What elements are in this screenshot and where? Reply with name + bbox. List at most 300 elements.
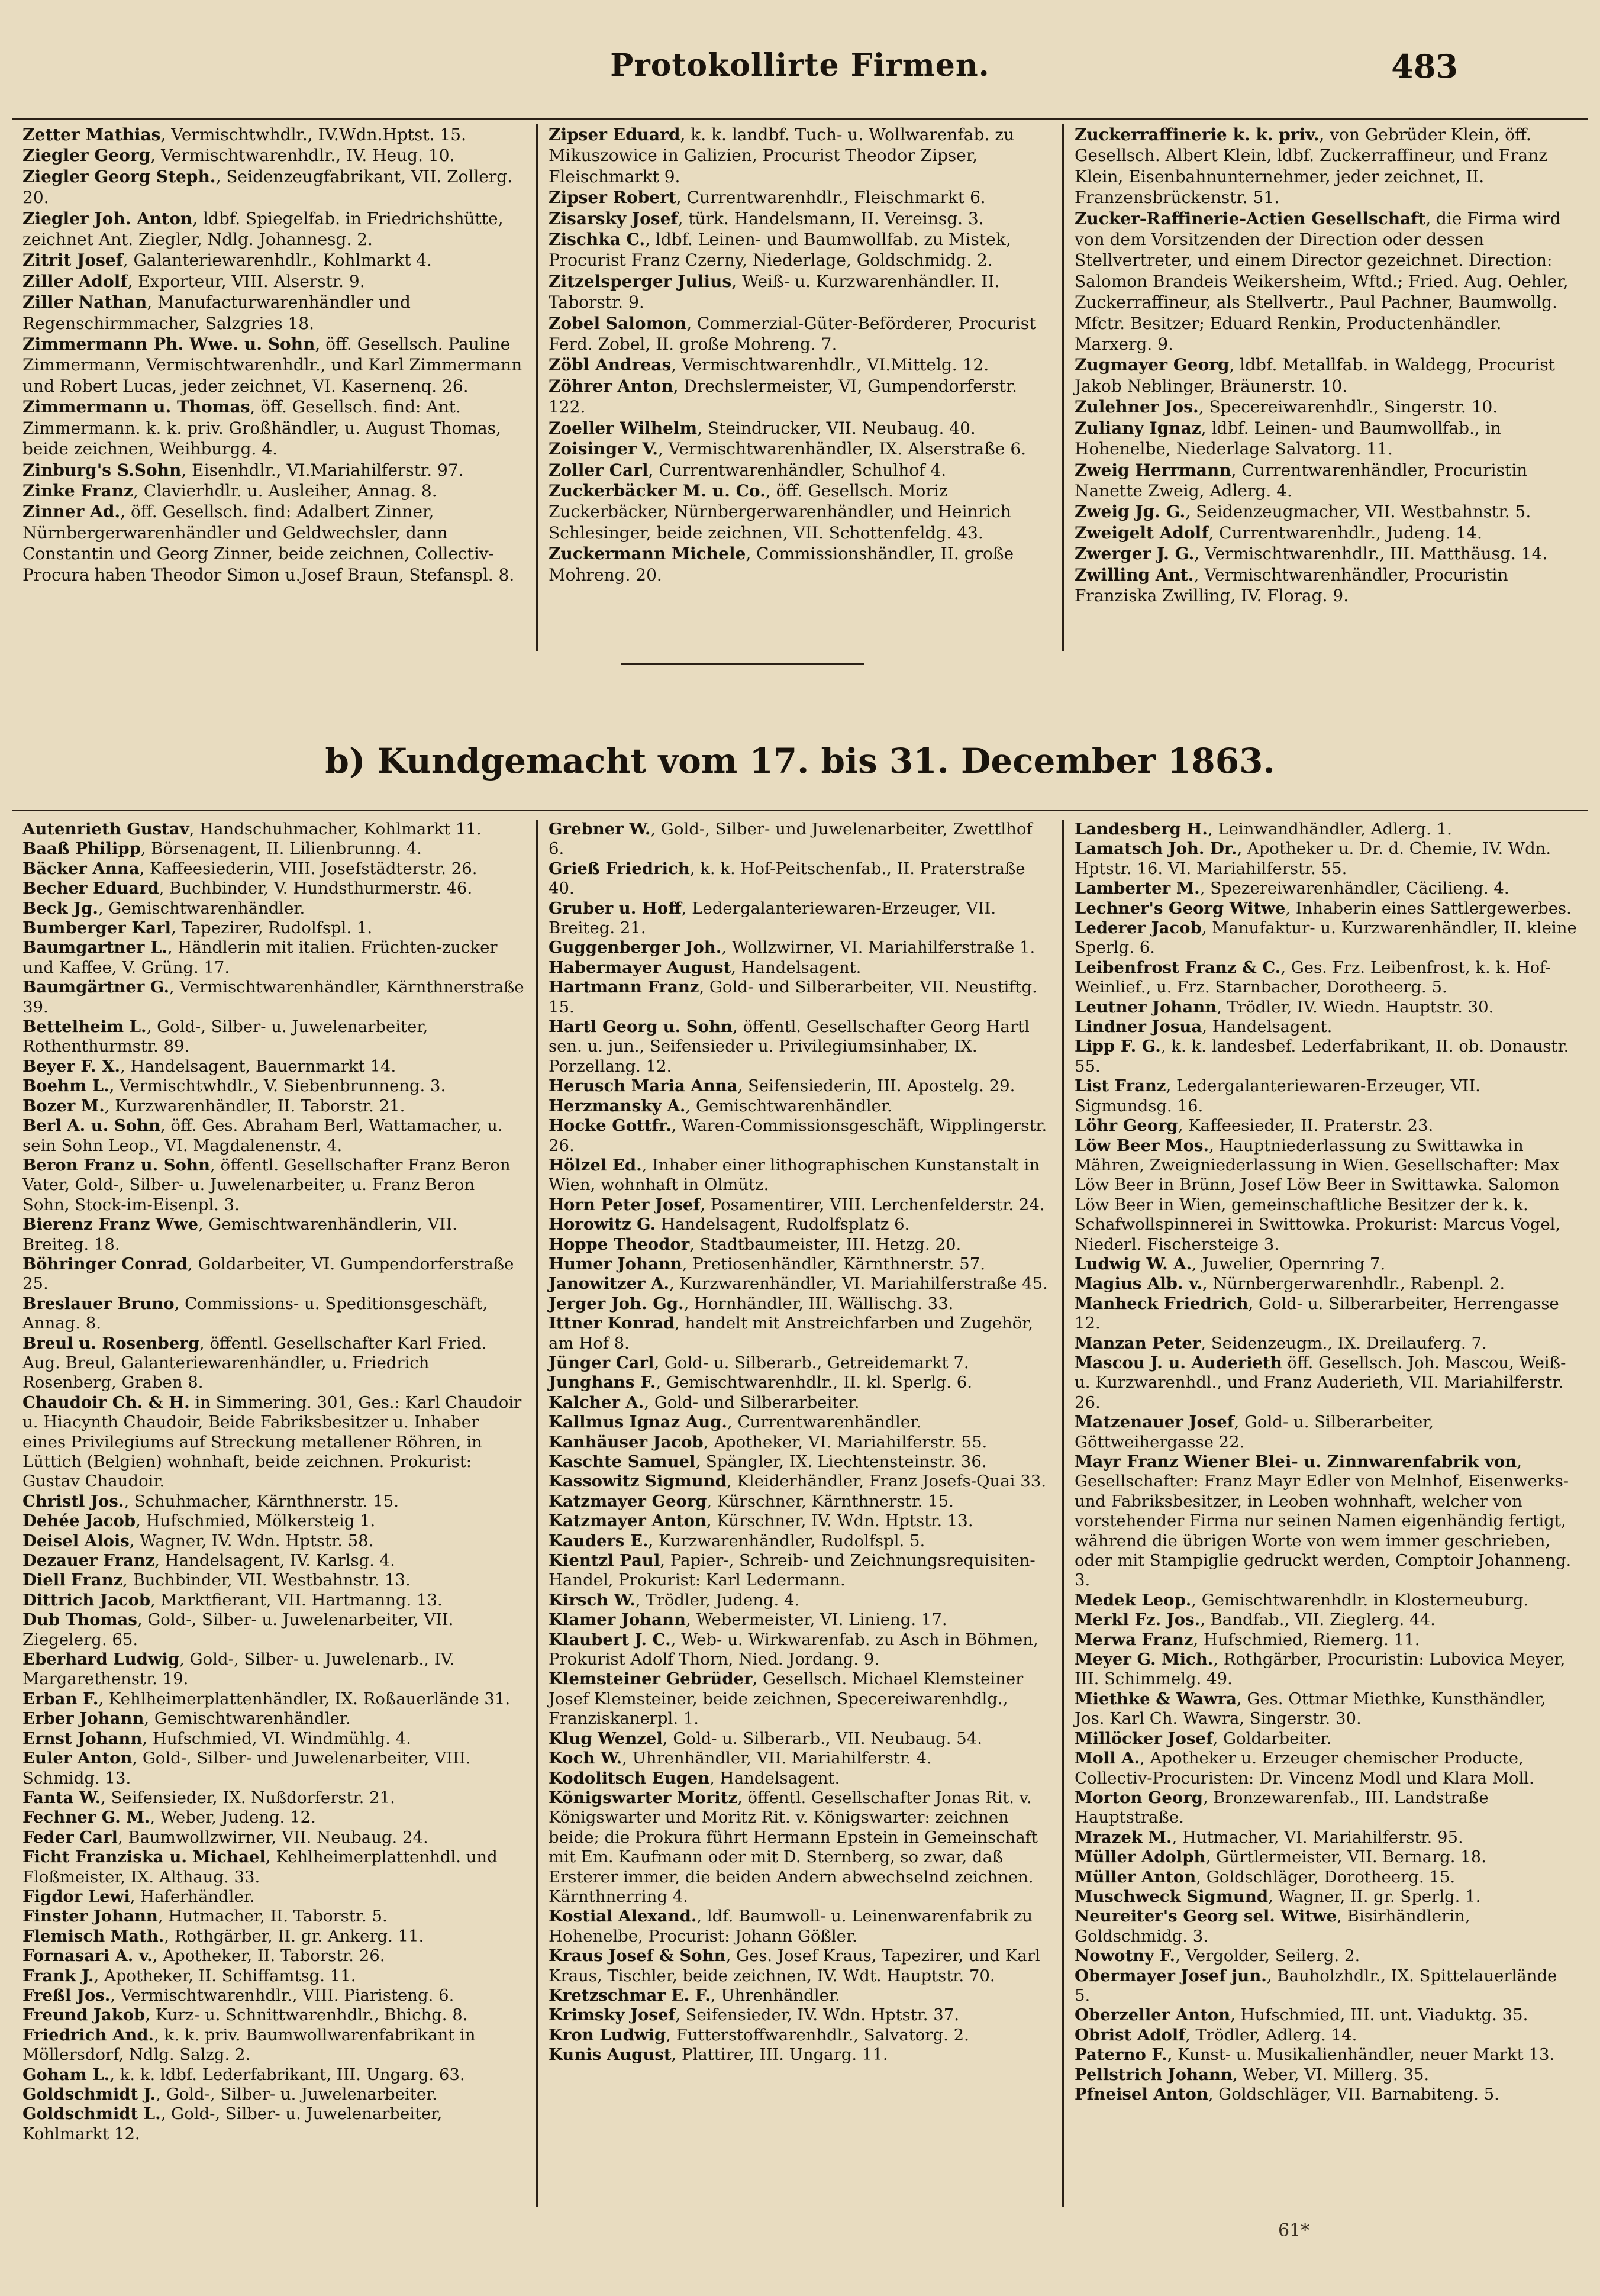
firm-entry bbox=[22, 1492, 525, 1511]
firm-details: , k. k. landbf. Tuch- u. Wollwarenfab. zu Mikuszowice in Galizien, Procurist Theodor Zipser, Fleischmarkt 9. bbox=[549, 125, 1014, 186]
firm-details: , Gemischtwarenhändler. bbox=[144, 1709, 351, 1729]
firm-entry bbox=[549, 208, 1051, 229]
firm-name: Muschweck Sigmund bbox=[1075, 1887, 1269, 1906]
firm-details: , Web- u. Wirkwarenfab. zu Asch in Böhmen, Prokurist Adolf Thorn, Nied. Jordang. 9. bbox=[549, 1630, 1038, 1669]
firm-entry bbox=[1075, 460, 1578, 502]
firm-entry bbox=[549, 1511, 1051, 1531]
firm-name: Zipser Eduard bbox=[549, 125, 680, 144]
firm-name: Lechner's Georg Witwe bbox=[1075, 898, 1286, 918]
firm-entry bbox=[22, 271, 525, 292]
firm-details: , Spängler, IX. Liechtensteinstr. 36. bbox=[695, 1452, 987, 1471]
firm-details: , Gürtlermeister, VII. Bernarg. 18. bbox=[1205, 1847, 1487, 1867]
firm-details: , Bandfab., VII. Zieglerg. 44. bbox=[1200, 1610, 1436, 1630]
firm-entry bbox=[1075, 1847, 1578, 1867]
firm-details: , Apotheker u. Erzeuger chemischer Producte, Collectiv-Procuristen: Dr. Vincenz Modl und Klara Moll. bbox=[1075, 1749, 1534, 1788]
firm-entry bbox=[549, 1907, 1051, 1946]
firm-entry bbox=[549, 1116, 1051, 1156]
firm-name: Miethke & Wawra bbox=[1075, 1689, 1237, 1708]
firm-name: Mascou J. u. Auderieth bbox=[1075, 1353, 1282, 1372]
firm-name: Zugmayer Georg bbox=[1075, 355, 1230, 375]
firm-details: , Uhrenhändler, VII. Mariahilferstr. 4. bbox=[622, 1749, 932, 1768]
firm-name: Chaudoir Ch. & H. bbox=[22, 1392, 190, 1412]
firm-entry bbox=[22, 1057, 525, 1076]
firm-entry bbox=[1075, 1037, 1578, 1076]
firm-name: Baumgartner L. bbox=[22, 938, 167, 957]
firm-name: Kallmus Ignaz Aug. bbox=[549, 1413, 727, 1432]
firm-entry bbox=[1075, 998, 1578, 1017]
firm-details: , Hornhändler, III. Wällischg. 33. bbox=[683, 1294, 954, 1313]
firm-entry bbox=[549, 354, 1051, 375]
firm-name: Obermayer Josef jun. bbox=[1075, 1966, 1267, 1985]
firm-entry bbox=[549, 820, 1051, 859]
firm-name: Zöbl Andreas bbox=[549, 355, 672, 375]
firm-entry bbox=[549, 1017, 1051, 1076]
firm-details: , Goldarbeiter. bbox=[1212, 1729, 1332, 1748]
firm-entry bbox=[1075, 1591, 1578, 1610]
firm-name: Jerger Joh. Gg. bbox=[549, 1294, 684, 1313]
firm-name: Beck Jg. bbox=[22, 898, 98, 918]
firm-entry bbox=[1075, 1294, 1578, 1334]
firm-details: , Vermischtwhdlr., IV.Wdn.Hptst. 15. bbox=[160, 125, 467, 144]
firm-name: Ziller Adolf bbox=[22, 271, 128, 291]
firm-details: , öff. Ges. Abraham Berl, Wattamacher, u. sein Sohn Leop., VI. Magdalenenstr. 4. bbox=[22, 1116, 503, 1155]
firm-details: , ldbf. Spiegelfab. in Friedrichshütte, zeichnet Ant. Ziegler, Ndlg. Johannesg. 2. bbox=[22, 208, 504, 250]
firm-details: , ldbf. Leinen- und Baumwollfab., in Hohenelbe, Niederlage Salvatorg. 11. bbox=[1075, 418, 1501, 459]
firm-entry bbox=[549, 460, 1051, 481]
firm-name: Zinburg's S.Sohn bbox=[22, 460, 182, 480]
firm-name: Flemisch Math. bbox=[22, 1926, 164, 1946]
firm-details: , öff. Gesellsch. find: Adalbert Zinner, Nürnbergerwarenhändler und Geldwechsler, dann Constantin und Georg Zinner, beide zeichnen, Collectiv-Procura haben Theodor Simon u.Josef Braun, Stefanspl. 8. bbox=[22, 502, 515, 585]
firm-details: , Commissionshändler, II. große Mohreng. 20. bbox=[549, 544, 1014, 585]
firm-name: Löw Beer Mos. bbox=[1075, 1136, 1209, 1155]
firm-name: Goldschmidt J. bbox=[22, 2085, 156, 2104]
firm-entry bbox=[22, 501, 525, 585]
firm-entry bbox=[549, 1353, 1051, 1373]
firm-details: , Nürnbergerwarenhdlr., Rabenpl. 2. bbox=[1202, 1274, 1505, 1294]
firm-entry bbox=[1075, 1076, 1578, 1116]
firm-name: Zisarsky Josef bbox=[549, 208, 678, 228]
firm-details: , Steindrucker, VII. Neubaug. 40. bbox=[697, 418, 976, 438]
top-column-1 bbox=[12, 124, 536, 651]
firm-entry bbox=[22, 1334, 525, 1393]
firm-entry bbox=[1075, 2005, 1578, 2025]
firm-entry bbox=[549, 978, 1051, 1017]
firm-details: , Handelsagent. bbox=[709, 1768, 840, 1788]
firm-name: Manzan Peter bbox=[1075, 1333, 1201, 1353]
firm-entry bbox=[549, 1531, 1051, 1551]
firm-details: , Futterstoffwarenhdlr., Salvatorg. 2. bbox=[666, 2025, 969, 2045]
firm-name: Magius Alb. v. bbox=[1075, 1274, 1202, 1294]
firm-name: Krimsky Josef bbox=[549, 2005, 676, 2025]
firm-details: , Seifensieder, IV. Wdn. Hptstr. 37. bbox=[675, 2005, 960, 2025]
firm-entry bbox=[22, 460, 525, 481]
firm-name: Kaschte Samuel bbox=[549, 1452, 696, 1471]
firm-name: Berl A. u. Sohn bbox=[22, 1116, 161, 1136]
firm-name: Bozer M. bbox=[22, 1096, 105, 1115]
firm-entry bbox=[22, 918, 525, 938]
firm-details: , Goldarbeiter, VI. Gumpendorferstraße 25. bbox=[22, 1254, 514, 1294]
firm-entry bbox=[549, 1788, 1051, 1907]
firm-details: , Kunst- u. Musikalienhändler, neuer Markt 13. bbox=[1167, 2045, 1555, 2065]
firm-details: , Plattirer, III. Ungarg. 11. bbox=[671, 2045, 888, 2065]
firm-entry bbox=[22, 1946, 525, 1966]
firm-details: , Gold-, Silber- u. Juwelenarbeiter, Kohlmarkt 12. bbox=[22, 2104, 443, 2143]
firm-details: , Wagner, IV. Wdn. Hptstr. 58. bbox=[129, 1531, 374, 1550]
firm-name: Junghans F. bbox=[549, 1373, 656, 1392]
firm-entry bbox=[1075, 2065, 1578, 2085]
firm-name: Merwa Franz bbox=[1075, 1630, 1193, 1649]
firm-entry bbox=[22, 1551, 525, 1571]
firm-entry bbox=[22, 1511, 525, 1531]
firm-entry bbox=[1075, 501, 1578, 522]
firm-entry bbox=[549, 418, 1051, 438]
firm-details: , Kehlheimerplattenhändler, IX. Roßauerlände 31. bbox=[98, 1689, 511, 1708]
firm-details: , öff. Gesellsch. Pauline Zimmermann, Vermischtwarenhdlr., und Karl Zimmermann und Robert Lucas, jeder zeichnet, VI. Kasernenq. 26. bbox=[22, 334, 522, 396]
firm-details: , Vermischtwarenhändler, IX. Alserstraße 6. bbox=[657, 439, 1027, 459]
firm-entry bbox=[1075, 1116, 1578, 1136]
firm-name: Kauders E. bbox=[549, 1531, 649, 1550]
firm-details: , handelt mit Anstreichfarben und Zugehör, am Hof 8. bbox=[549, 1314, 1034, 1353]
firm-entry bbox=[22, 1097, 525, 1116]
firm-details: , Handelsagent, Bauernmarkt 14. bbox=[120, 1056, 396, 1076]
firm-details: , öffentl. Gesellschafter Jonas Rit. v. Königswarter und Moritz Rit. v. Königswarter: zeichnen beide; die Prokura führt Hermann Epstein in Gemeinschaft mit Em. Kaufmann oder mit D. Sternberg, so zwar, daß Ersterer immer, die beiden Andern abwechselnd zeichnen. Kärnthnerring 4. bbox=[549, 1788, 1038, 1906]
firm-details: , Kaffeesiederin, VIII. Josefstädterstr. 26. bbox=[139, 859, 478, 878]
firm-name: Klug Wenzel bbox=[549, 1729, 663, 1748]
firm-entry bbox=[549, 1373, 1051, 1392]
firm-entry bbox=[22, 1076, 525, 1096]
firm-name: Zwerger J. G. bbox=[1075, 544, 1195, 564]
firm-name: Hölzel Ed. bbox=[549, 1155, 642, 1175]
firm-details: , Leinwandhändler, Adlerg. 1. bbox=[1207, 820, 1452, 839]
firm-entry bbox=[22, 1966, 525, 1986]
firm-name: Deisel Alois bbox=[22, 1531, 130, 1550]
firm-name: Pfneisel Anton bbox=[1075, 2085, 1208, 2104]
firm-details: , Weiß- u. Kurzwarenhändler. II. Taborstr. 9. bbox=[549, 271, 1000, 312]
firm-name: Bäcker Anna bbox=[22, 859, 140, 878]
firm-details: , Manufaktur- u. Kurzwarenhändler, II. kleine Sperlg. 6. bbox=[1075, 918, 1577, 957]
firm-details: , Kurzwarenhändler, Rudolfspl. 5. bbox=[648, 1531, 925, 1550]
firm-details: Handelsagent, Rudolfsplatz 6. bbox=[656, 1215, 910, 1234]
firm-entry bbox=[549, 481, 1051, 543]
firm-details: , k. k. landesbef. Lederfabrikant, II. ob. Donaustr. 55. bbox=[1075, 1037, 1569, 1076]
firm-entry bbox=[549, 899, 1051, 939]
firm-details: , Uhrenhändler. bbox=[710, 1985, 840, 2005]
firm-name: Christl Jos. bbox=[22, 1491, 124, 1511]
firm-name: Kodolitsch Eugen bbox=[549, 1768, 710, 1788]
firm-entry bbox=[22, 250, 525, 270]
firm-name: Müller Adolph bbox=[1075, 1847, 1206, 1867]
firm-entry bbox=[22, 2005, 525, 2025]
firm-name: Frank J. bbox=[22, 1966, 94, 1985]
section-rule bbox=[12, 810, 1588, 811]
firm-details: , Bronzewarenfab., III. Landstraße Hauptstraße. bbox=[1075, 1788, 1489, 1827]
firm-entry bbox=[22, 2085, 525, 2104]
firm-entry bbox=[22, 820, 525, 839]
firm-entry bbox=[549, 187, 1051, 208]
firm-entry bbox=[1075, 879, 1578, 898]
firm-entry bbox=[1075, 1966, 1578, 2006]
firm-details: öff. Gesellsch. Joh. Mascou, Weiß- u. Kurzwarenhdl., und Franz Auderieth, VII. Mariahilferstr. 26. bbox=[1075, 1353, 1566, 1412]
firm-name: Erban F. bbox=[22, 1689, 99, 1708]
firm-details: , ldf. Baumwoll- u. Leinenwarenfabrik zu Hohenelbe, Procurist: Johann Gößler. bbox=[549, 1907, 1033, 1946]
firm-entry bbox=[22, 1156, 525, 1215]
firm-entry bbox=[22, 859, 525, 879]
firm-entry bbox=[549, 1610, 1051, 1630]
firm-entry bbox=[1075, 2026, 1578, 2045]
firm-entry bbox=[1075, 1274, 1578, 1294]
firm-name: Klamer Johann bbox=[549, 1610, 686, 1630]
page-header bbox=[24, 47, 1576, 101]
firm-name: Herusch Maria Anna bbox=[549, 1076, 738, 1096]
firm-entry bbox=[549, 438, 1051, 459]
firm-entry bbox=[549, 229, 1051, 271]
firm-entry bbox=[549, 1235, 1051, 1255]
firm-details: , Vermischtwarenhdlr., III. Matthäusg. 14. bbox=[1194, 544, 1548, 564]
firm-name: Ziegler Georg bbox=[22, 146, 151, 166]
firm-name: Breul u. Rosenberg bbox=[22, 1333, 199, 1353]
firm-name: Ziegler Joh. Anton bbox=[22, 208, 193, 228]
firm-details: , Vermischtwhdlr., V. Siebenbrunneng. 3. bbox=[109, 1076, 446, 1096]
firm-details: , Commerzial-Güter-Beförderer, Procurist Ferd. Zobel, II. große Mohreng. 7. bbox=[549, 313, 1036, 354]
firm-entry bbox=[22, 1531, 525, 1551]
firm-name: Zetter Mathias bbox=[22, 125, 161, 144]
firm-details: , Kürschner, Kärnthnerstr. 15. bbox=[707, 1491, 954, 1511]
firm-name: Feder Carl bbox=[22, 1827, 118, 1847]
firm-details: , Rothgärber, II. gr. Ankerg. 11. bbox=[164, 1926, 424, 1946]
firm-details: , Börsenagent, II. Lilienbrunng. 4. bbox=[140, 839, 422, 859]
firm-entry bbox=[549, 313, 1051, 355]
firm-name: Herzmansky A. bbox=[549, 1096, 686, 1115]
firm-entry bbox=[549, 2005, 1051, 2025]
firm-name: Dub Thomas bbox=[22, 1610, 137, 1630]
firm-name: Zuckerbäcker M. u. Co. bbox=[549, 481, 766, 501]
firm-details: , Gold-, Silber- u. Juwelenarbeiter, Rothenthurmstr. 89. bbox=[22, 1017, 428, 1056]
firm-entry bbox=[549, 1986, 1051, 2005]
firm-entry bbox=[22, 1847, 525, 1887]
firm-name: Zöhrer Anton bbox=[549, 376, 673, 396]
firm-details: , Gold-, Silber- u. Juwelenarbeiter. bbox=[156, 2085, 437, 2104]
firm-entry bbox=[22, 839, 525, 859]
firm-details: , Gold- u. Silberarb., Getreidemarkt 7. bbox=[654, 1353, 969, 1372]
firm-name: Fornasari A. v. bbox=[22, 1946, 153, 1966]
firm-name: Kron Ludwig bbox=[549, 2025, 666, 2045]
firm-details: , Seidenzeugm., IX. Dreilauferg. 7. bbox=[1201, 1333, 1487, 1353]
firm-details: , öffentl. Gesellschafter Franz Beron Vater, Gold-, Silber- u. Juwelenarbeiter, u. Franz Beron Sohn, Stock-im-Eisenpl. 3. bbox=[22, 1155, 511, 1214]
firm-entry bbox=[1075, 1907, 1578, 1946]
firm-entry bbox=[22, 334, 525, 396]
firm-details: , Schuhmacher, Kärnthnerstr. 15. bbox=[124, 1491, 399, 1511]
firm-entry bbox=[22, 481, 525, 501]
firm-entry bbox=[549, 859, 1051, 899]
firm-name: Dehée Jacob bbox=[22, 1511, 136, 1531]
top-columns bbox=[12, 124, 1588, 651]
firm-name: Nowotny F. bbox=[1075, 1946, 1176, 1966]
firm-details: , Ledergalanteriewaren-Erzeuger, VII. Sigmundsg. 16. bbox=[1075, 1076, 1480, 1115]
firm-name: Bumberger Karl bbox=[22, 918, 171, 938]
firm-details: , Hufschmied, III. unt. Viaduktg. 35. bbox=[1230, 2005, 1528, 2025]
firm-name: Dittrich Jacob bbox=[22, 1590, 151, 1610]
firm-name: Zwilling Ant. bbox=[1075, 565, 1194, 585]
firm-entry bbox=[22, 1729, 525, 1749]
firm-entry bbox=[22, 1986, 525, 2005]
firm-details: , Galanteriewarenhdlr., Kohlmarkt 4. bbox=[122, 250, 432, 270]
firm-name: Manheck Friedrich bbox=[1075, 1294, 1249, 1313]
firm-details: , Pretiosenhändler, Kärnthnerstr. 57. bbox=[682, 1254, 985, 1273]
firm-details: , Trödler, IV. Wiedn. Hauptstr. 30. bbox=[1217, 997, 1494, 1017]
firm-name: Ernst Johann bbox=[22, 1729, 143, 1748]
firm-name: Baumgärtner G. bbox=[22, 978, 170, 997]
firm-entry bbox=[22, 2026, 525, 2065]
firm-name: Böhringer Conrad bbox=[22, 1254, 188, 1273]
firm-entry bbox=[1075, 523, 1578, 543]
firm-details: , Inhaberin eines Sattlergewerbes. bbox=[1285, 898, 1572, 918]
header-rule bbox=[12, 118, 1588, 120]
firm-name: Freßl Jos. bbox=[22, 1985, 111, 2005]
firm-details: , Bauholzhdlr., IX. Spittelauerlände 5. bbox=[1075, 1966, 1557, 2005]
firm-name: Merkl Fz. Jos. bbox=[1075, 1610, 1201, 1630]
firm-details: in Simmering. 301, Ges.: Karl Chaudoir u. Hiacynth Chaudoir, Beide Fabriksbesitzer u. Inhaber eines Privilegiums auf Streckung metallener Röhren, in Lüttich (Belgien) wohnhaft, beide zeichnen. Prokurist: Gustav Chaudoir. bbox=[22, 1392, 522, 1491]
firm-name: Zimmermann Ph. Wwe. u. Sohn bbox=[22, 334, 315, 354]
firm-entry bbox=[22, 166, 525, 208]
firm-name: Zischka C. bbox=[549, 230, 646, 250]
firm-name: Kretzschmar E. F. bbox=[549, 1985, 711, 2005]
firm-entry bbox=[1075, 1650, 1578, 1689]
firm-name: Oberzeller Anton bbox=[1075, 2005, 1231, 2025]
firm-details: , Gold- u. Silberarbeiter, Göttweihergasse 22. bbox=[1075, 1413, 1434, 1452]
firm-name: Gruber u. Hoff bbox=[549, 898, 682, 918]
firm-details: , Wollzwirner, VI. Mariahilferstraße 1. bbox=[721, 938, 1036, 957]
firm-entry bbox=[22, 1255, 525, 1294]
firm-name: Goham L. bbox=[22, 2065, 110, 2084]
firm-details: , Kurz- u. Schnittwarenhdlr., Bhichg. 8. bbox=[145, 2005, 468, 2025]
firm-name: Obrist Adolf bbox=[1075, 2025, 1186, 2045]
firm-details: , Kurzwarenhändler, II. Taborstr. 21. bbox=[104, 1096, 405, 1115]
firm-entry bbox=[22, 1017, 525, 1057]
firm-name: Humer Johann bbox=[549, 1254, 682, 1273]
firm-entry bbox=[1075, 918, 1578, 958]
firm-name: Lindner Josua bbox=[1075, 1017, 1202, 1037]
firm-details: , Exporteur, VIII. Alserstr. 9. bbox=[127, 271, 365, 291]
firm-details: , Gemischtwarenhdlr. in Klosterneuburg. bbox=[1191, 1590, 1529, 1610]
firm-name: Ziller Nathan bbox=[22, 292, 147, 312]
firm-details: , Ges. Ottmar Miethke, Kunsthändler, Jos. Karl Ch. Wawra, Singerstr. 30. bbox=[1075, 1689, 1546, 1729]
firm-entry bbox=[1075, 208, 1578, 355]
firm-details: , Apotheker u. Dr. d. Chemie, IV. Wdn. Hptstr. 16. VI. Mariahilferstr. 55. bbox=[1075, 839, 1551, 878]
firm-entry bbox=[549, 1255, 1051, 1274]
firm-entry bbox=[549, 1294, 1051, 1314]
firm-entry bbox=[1075, 1729, 1578, 1749]
firm-name: Zweigelt Adolf bbox=[1075, 523, 1209, 543]
firm-details: , Ges. Frz. Leibenfrost, k. k. Hof-Weinlief., u. Frz. Starnbacher, Dorotheerg. 5. bbox=[1075, 957, 1551, 997]
firm-name: Diell Franz bbox=[22, 1571, 123, 1590]
firm-name: Klemsteiner Gebrüder bbox=[549, 1669, 753, 1689]
section-divider bbox=[621, 663, 864, 665]
firm-name: Kostial Alexand. bbox=[549, 1907, 697, 1926]
firm-details: , Kleiderhändler, Franz Josefs-Quai 33. bbox=[726, 1472, 1046, 1491]
firm-details: , die Firma wird von dem Vorsitzenden der Direction oder dessen Stellvertreter, und einem Director gezeichnet. Direction: Salomon Brandeis Weikersheim, Wftd.; Fried. Aug. Oehler, Zuckerraffineur, als Stellvertr., Paul Pachner, Baumwollg. Mfctr. Besitzer; Eduard Renkin, Productenhändler. Marxerg. 9. bbox=[1075, 208, 1569, 354]
firm-entry bbox=[22, 1907, 525, 1926]
firm-entry bbox=[1075, 1828, 1578, 1847]
firm-entry bbox=[1075, 1749, 1578, 1788]
firm-name: Goldschmidt L. bbox=[22, 2104, 161, 2124]
bottom-column-3 bbox=[1062, 820, 1588, 2207]
firm-name: Euler Anton bbox=[22, 1749, 133, 1768]
firm-name: Janowitzer A. bbox=[549, 1274, 670, 1294]
firm-entry bbox=[549, 1314, 1051, 1353]
firm-entry bbox=[549, 1076, 1051, 1096]
firm-name: Grieß Friedrich bbox=[549, 859, 690, 878]
firm-name: Landesberg H. bbox=[1075, 820, 1208, 839]
firm-entry bbox=[22, 1650, 525, 1689]
firm-entry bbox=[549, 1413, 1051, 1432]
firm-entry bbox=[22, 396, 525, 459]
firm-entry bbox=[1075, 899, 1578, 918]
firm-details: , Vermischtwarenhdlr., VI.Mittelg. 12. bbox=[671, 355, 989, 375]
firm-entry bbox=[1075, 1334, 1578, 1353]
firm-name: Zimmermann u. Thomas bbox=[22, 397, 250, 417]
firm-name: Dezauer Franz bbox=[22, 1551, 155, 1571]
firm-name: Müller Anton bbox=[1075, 1867, 1196, 1887]
firm-entry bbox=[22, 124, 525, 145]
firm-name: List Franz bbox=[1075, 1076, 1166, 1096]
firm-details: , Vermischtwarenhdlr., IV. Heug. 10. bbox=[150, 146, 455, 166]
firm-name: Zoller Carl bbox=[549, 460, 649, 480]
top-column-3 bbox=[1062, 124, 1588, 651]
firm-entry bbox=[22, 1788, 525, 1808]
firm-entry bbox=[549, 1946, 1051, 1986]
firm-entry bbox=[549, 124, 1051, 187]
firm-entry bbox=[1075, 1630, 1578, 1650]
firm-entry bbox=[1075, 1017, 1578, 1037]
firm-name: Königswarter Moritz bbox=[549, 1788, 738, 1807]
firm-entry bbox=[22, 899, 525, 918]
firm-details: , öff. Gesellsch. Moriz Zuckerbäcker, Nürnbergerwarenhändler, und Heinrich Schlesinger, beide zeichnen, VII. Schottenfeldg. 43. bbox=[549, 481, 1011, 543]
firm-name: Zuliany Ignaz bbox=[1075, 418, 1201, 438]
firm-name: Kraus Josef & Sohn bbox=[549, 1946, 726, 1966]
firm-name: Morton Georg bbox=[1075, 1788, 1203, 1807]
firm-details: , Gold-, Silber- u. Juwelenarb., IV. Margarethenstr. 19. bbox=[22, 1650, 455, 1689]
firm-details: , Gemischtwarenhändler. bbox=[98, 898, 305, 918]
bottom-column-2 bbox=[536, 820, 1062, 2207]
firm-name: Zipser Robert bbox=[549, 188, 676, 208]
firm-details: , öffentl. Gesellschafter Karl Fried. Aug. Breul, Galanteriewarenhändler, u. Friedrich Rosenberg, Graben 8. bbox=[22, 1333, 487, 1392]
firm-name: Zinner Ad. bbox=[22, 502, 121, 522]
firm-entry bbox=[22, 938, 525, 978]
firm-name: Ziegler Georg Steph. bbox=[22, 166, 216, 186]
firm-details: , Ledergalanteriewaren-Erzeuger, VII. Breiteg. 21. bbox=[549, 898, 996, 938]
firm-name: Beron Franz u. Sohn bbox=[22, 1155, 211, 1175]
firm-details: , Apotheker, VI. Mariahilferstr. 55. bbox=[703, 1432, 988, 1452]
firm-entry bbox=[549, 1452, 1051, 1472]
firm-entry bbox=[549, 938, 1051, 957]
firm-details: , Haferhändler. bbox=[130, 1887, 255, 1906]
firm-name: Eberhard Ludwig bbox=[22, 1650, 180, 1669]
firm-entry bbox=[1075, 1868, 1578, 1887]
firm-entry bbox=[549, 1215, 1051, 1234]
firm-details: , Tapezirer, Rudolfspl. 1. bbox=[171, 918, 373, 938]
firm-entry bbox=[1075, 1946, 1578, 1966]
firm-entry bbox=[22, 145, 525, 166]
firm-details: , Rothgärber, Procuristin: Lubovica Meyer, III. Schimmelg. 49. bbox=[1075, 1650, 1566, 1689]
firm-name: Bierenz Franz Wwe bbox=[22, 1215, 198, 1234]
firm-name: Matzenauer Josef bbox=[1075, 1413, 1234, 1432]
firm-entry bbox=[22, 1393, 525, 1492]
firm-details: , Eisenhdlr., VI.Mariahilferstr. 97. bbox=[181, 460, 464, 480]
firm-details: , Inhaber einer lithographischen Kunstanstalt in Wien, wohnhaft in Olmütz. bbox=[549, 1155, 1040, 1195]
firm-entry bbox=[1075, 958, 1578, 998]
firm-entry bbox=[1075, 1452, 1578, 1591]
firm-details: , Gesellsch. Michael Klemsteiner Josef Klemsteiner, beide zeichnen, Specereiwarenhdlg., Franziskanerpl. 1. bbox=[549, 1669, 1024, 1729]
